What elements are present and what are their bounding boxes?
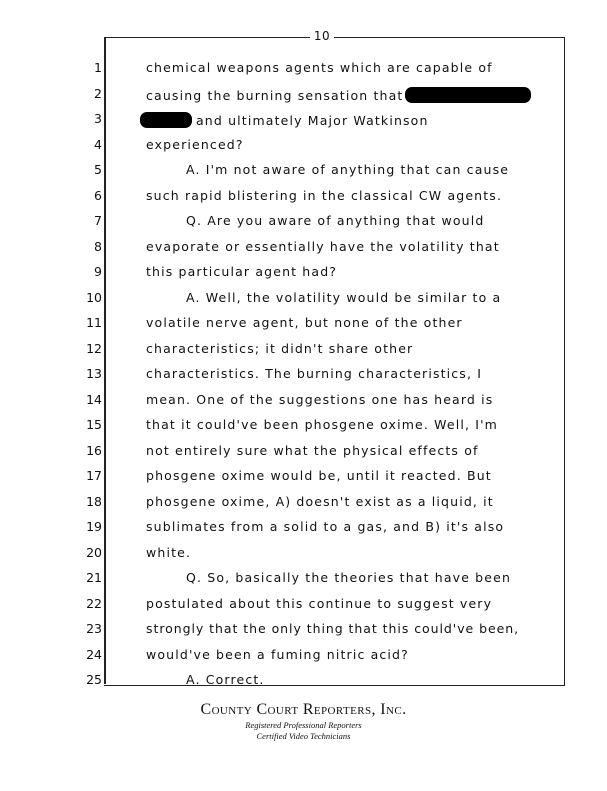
line-number: 4 [94, 137, 102, 152]
line-number: 17 [86, 468, 102, 483]
transcript-line: chemical weapons agents which are capable of [146, 60, 493, 75]
line-number: 14 [86, 392, 102, 407]
line-number: 20 [86, 545, 102, 560]
company-name: County Court Reporters, Inc. [200, 701, 407, 718]
line-number: 10 [86, 290, 102, 305]
line-number: 25 [86, 672, 102, 687]
transcript-line: postulated about this continue to suggest very [146, 596, 493, 611]
margin-rule [104, 37, 106, 684]
transcript-line: A. I'm not aware of anything that can cause [186, 162, 510, 177]
line-number: 11 [86, 315, 102, 330]
line-number: 2 [94, 86, 102, 101]
footer-tagline-2: Certified Video Technicians [256, 731, 351, 741]
transcript-line [146, 87, 556, 103]
page-number: 10 [310, 30, 334, 42]
line-number: 8 [94, 239, 102, 254]
transcript-line: characteristics. The burning characteristics, I [146, 366, 483, 381]
transcript-line: volatile nerve agent, but none of the other [146, 315, 463, 330]
transcript-line: phosgene oxime would be, until it reacted. But [146, 468, 492, 483]
line-number: 6 [94, 188, 102, 203]
transcript-line: A. Correct. [186, 672, 265, 687]
transcript-line: not entirely sure what the physical effects of [146, 443, 479, 458]
transcript-line: that it could've been phosgene oxime. Well, I'm [146, 417, 498, 432]
line-number: 22 [86, 596, 102, 611]
line-number: 23 [86, 621, 102, 636]
line-number: 7 [94, 213, 102, 228]
redaction-mark [405, 87, 531, 103]
line-number: 15 [86, 417, 102, 432]
line-number: 5 [94, 162, 102, 177]
line-number: 9 [94, 264, 102, 279]
transcript-line: A. Well, the volatility would be similar to a [186, 290, 502, 305]
line-number: 3 [94, 111, 102, 126]
redaction-mark [140, 112, 192, 128]
transcript-line: Q. Are you aware of anything that would [186, 213, 485, 228]
line-number: 19 [86, 519, 102, 534]
line-number: 13 [86, 366, 102, 381]
line-number: 16 [86, 443, 102, 458]
transcript-line: mean. One of the suggestions one has heard is [146, 392, 494, 407]
line-number: 12 [86, 341, 102, 356]
transcript-line: strongly that the only thing that this could've been, [146, 621, 520, 636]
transcript-line: white. [146, 545, 192, 560]
transcript-line: would've been a fuming nitric acid? [146, 647, 409, 662]
transcript-line [140, 112, 550, 128]
line-number: 18 [86, 494, 102, 509]
line-number: 21 [86, 570, 102, 585]
transcript-line: this particular agent had? [146, 264, 338, 279]
transcript-frame [104, 37, 565, 686]
transcript-line: Q. So, basically the theories that have been [186, 570, 512, 585]
transcript-line-text: and ultimately Major Watkinson [196, 113, 429, 128]
transcript-line: such rapid blistering in the classical CW agents. [146, 188, 503, 203]
transcript-line: characteristics; it didn't share other [146, 341, 414, 356]
line-number: 1 [94, 60, 102, 75]
transcript-line: experienced? [146, 137, 244, 152]
transcript-line: sublimates from a solid to a gas, and B) it's also [146, 519, 505, 534]
footer-tagline-1: Registered Professional Reporters [245, 720, 362, 730]
transcript-line: phosgene oxime, A) doesn't exist as a liquid, it [146, 494, 494, 509]
line-number: 24 [86, 647, 102, 662]
transcript-line-text: causing the burning sensation that [146, 88, 404, 103]
transcript-line: evaporate or essentially have the volatility that [146, 239, 500, 254]
